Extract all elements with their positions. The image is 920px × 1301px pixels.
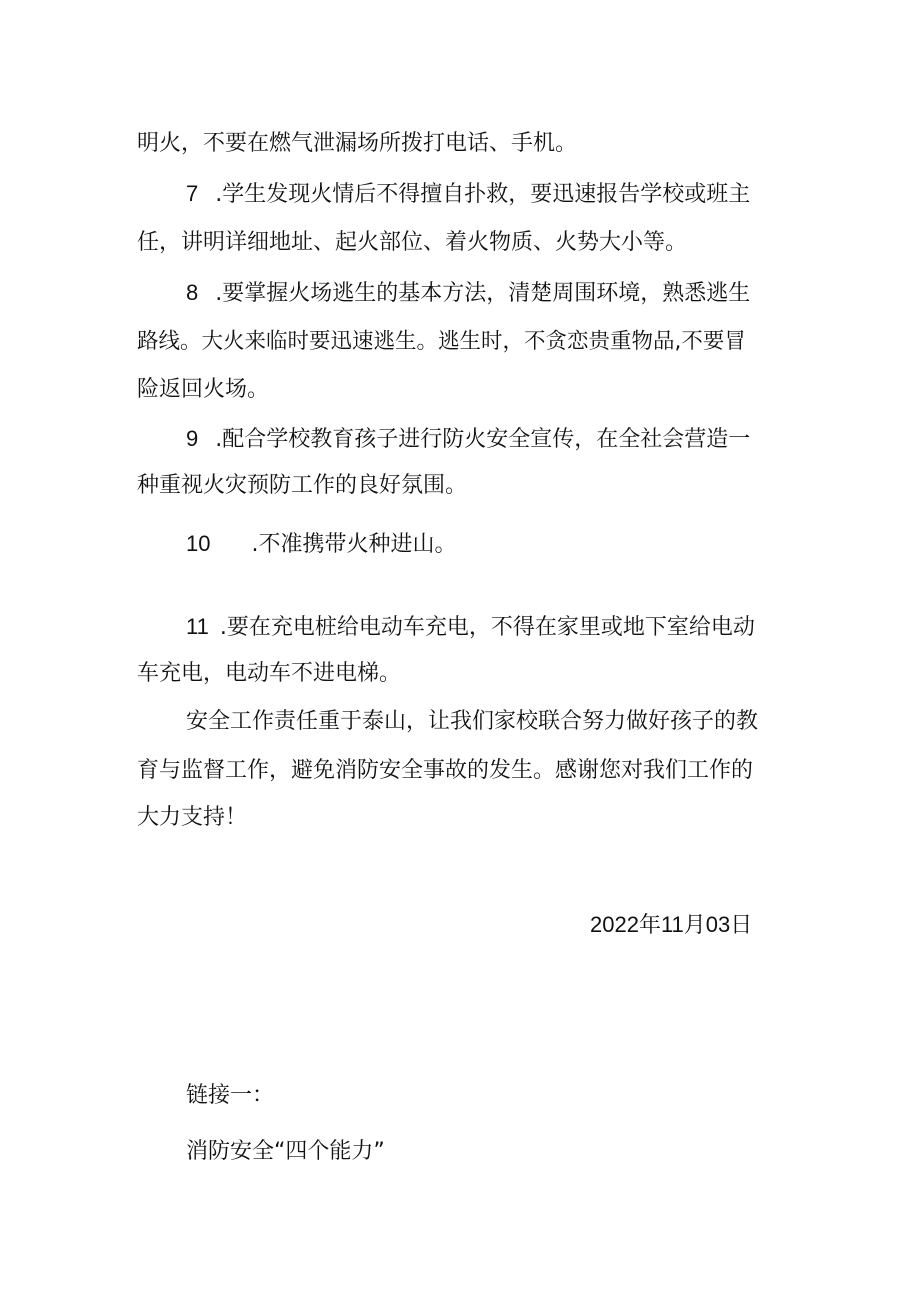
- link-label: 链接一：: [186, 1083, 275, 1108]
- item-text: .不准携带火种进山。: [251, 532, 457, 557]
- item-text: .学生发现火情后不得擅自扑救，要迅速报告学校或班主: [215, 182, 751, 207]
- paragraph-line: 车充电，电动车不进电梯。: [137, 661, 402, 686]
- list-item-8: [186, 278, 750, 309]
- paragraph-line: 任，讲明详细地址、起火部位、着火物质、火势大小等。: [137, 230, 688, 255]
- paragraph-line: 路线。大火来临时要迅速逃生。逃生时，不贪恋贵重物品,不要冒: [137, 329, 746, 354]
- paragraph-line: 种重视火灾预防工作的良好氛围。: [137, 473, 468, 498]
- list-item-11: [186, 612, 755, 643]
- item-number: 9: [186, 426, 199, 451]
- item-number: 10: [186, 531, 211, 556]
- paragraph-line: 大力支持！: [137, 805, 248, 830]
- paragraph-line: 明火，不要在燃气泄漏场所拨打电话、手机。: [137, 131, 578, 156]
- list-item-7: [186, 179, 750, 210]
- letter-date: 2022年11月03日: [590, 912, 753, 937]
- item-text: .配合学校教育孩子进行防火安全宣传，在全社会营造一: [215, 427, 751, 452]
- paragraph-line: 安全工作责任重于泰山，让我们家校联合努力做好孩子的教: [186, 709, 759, 734]
- link-title: 消防安全“四个能力”: [186, 1139, 385, 1164]
- item-number: 11: [186, 614, 209, 639]
- item-number: 7: [186, 181, 199, 206]
- paragraph-line: 育与监督工作，避免消防安全事故的发生。感谢您对我们工作的: [137, 758, 754, 783]
- list-item-10: [186, 529, 456, 560]
- paragraph-line: 险返回火场。: [137, 377, 270, 402]
- item-number: 8: [186, 280, 199, 305]
- list-item-9: [186, 424, 750, 455]
- item-text: .要掌握火场逃生的基本方法，清楚周围环境，熟悉逃生: [215, 281, 751, 306]
- item-text: .要在充电桩给电动车充电，不得在家里或地下室给电动: [219, 615, 755, 640]
